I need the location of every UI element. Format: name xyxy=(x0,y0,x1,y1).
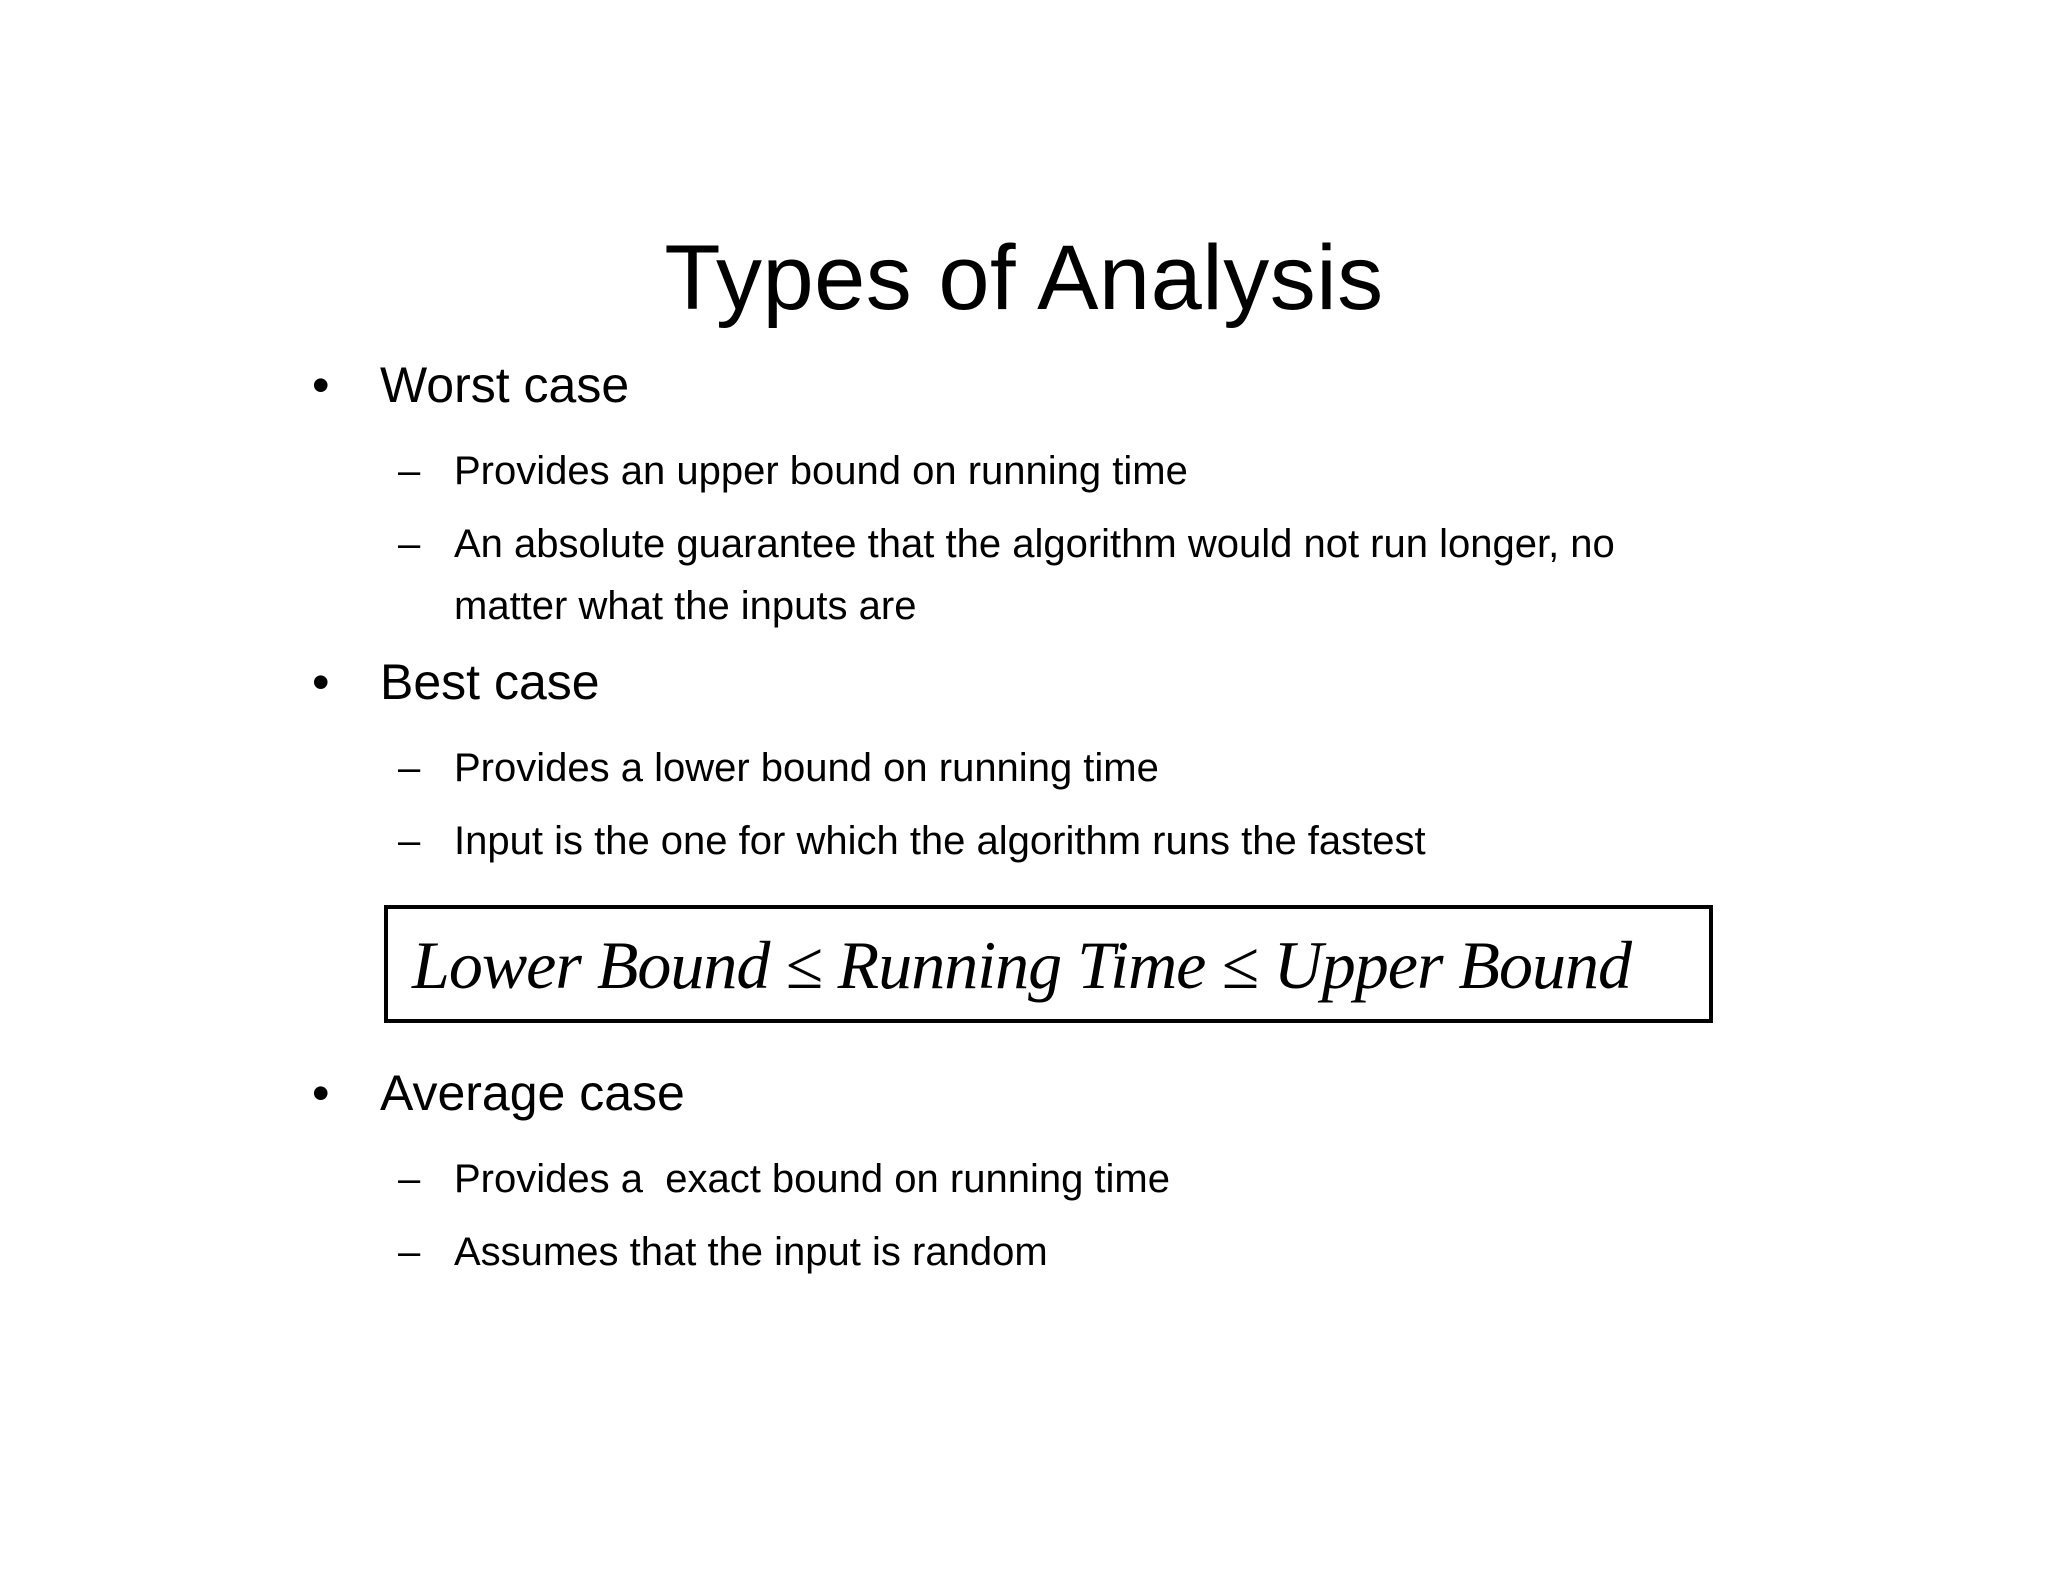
sub-item-text: An absolute guarantee that the algorithm would not run longer, no xyxy=(454,522,1615,566)
bullet-heading: Average case xyxy=(380,1065,685,1121)
bullet-dot: • xyxy=(312,1065,330,1121)
bullet-heading: Worst case xyxy=(380,357,630,413)
sub-item xyxy=(398,440,1188,502)
sub-item xyxy=(398,1221,1048,1283)
sub-item-text: Provides a exact bound on running time xyxy=(454,1157,1170,1201)
sub-item-continuation xyxy=(398,575,916,637)
sub-item-text: Assumes that the input is random xyxy=(454,1230,1048,1274)
slide-title: Types of Analysis xyxy=(664,227,1384,329)
dash: – xyxy=(398,1157,421,1201)
dash: – xyxy=(398,819,421,863)
bullet-dot: • xyxy=(312,357,330,413)
sub-item xyxy=(398,737,1159,799)
bullet-best-case xyxy=(312,652,600,712)
sub-item xyxy=(398,1148,1170,1210)
sub-item-text: Provides a lower bound on running time xyxy=(454,746,1159,790)
sub-item-text: matter what the inputs are xyxy=(454,584,917,628)
sub-item-text: Provides an upper bound on running time xyxy=(454,449,1188,493)
bullet-dot: • xyxy=(312,654,330,710)
bullet-average-case xyxy=(312,1063,685,1123)
sub-item xyxy=(398,513,1615,575)
dash: – xyxy=(398,746,421,790)
bullet-worst-case xyxy=(312,355,629,415)
dash: – xyxy=(398,1230,421,1274)
dash: – xyxy=(398,522,421,566)
formula-box xyxy=(384,905,1713,1023)
sub-item xyxy=(398,810,1426,872)
bullet-heading: Best case xyxy=(380,654,600,710)
formula: Lower Bound ≤ Running Time ≤ Upper Bound xyxy=(412,927,1631,1003)
dash: – xyxy=(398,449,421,493)
sub-item-text: Input is the one for which the algorithm runs the fastest xyxy=(454,819,1426,863)
